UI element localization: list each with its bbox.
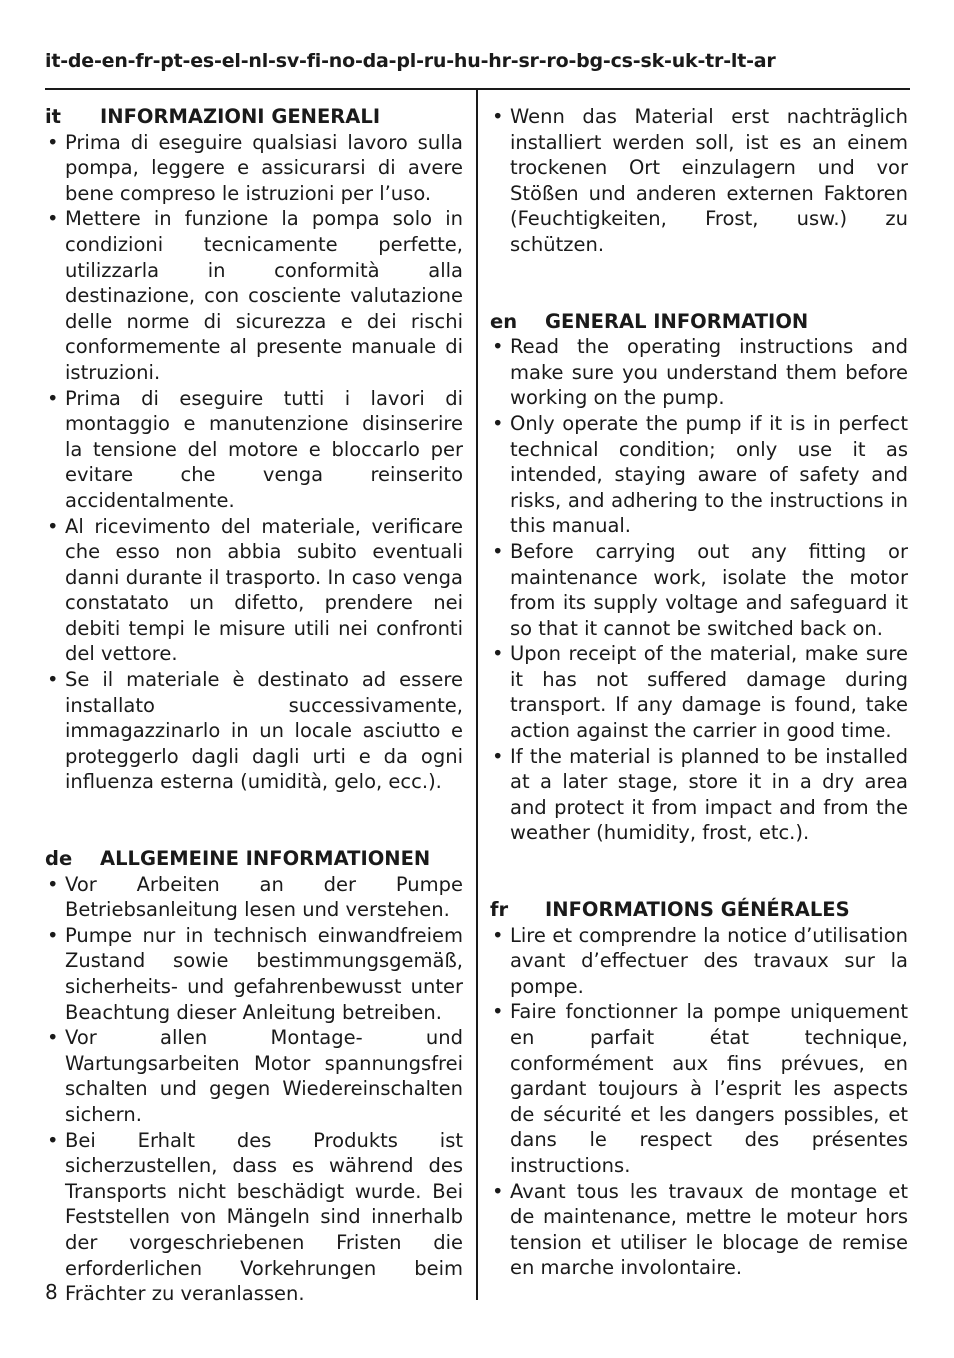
list-item: • Se il materiale è destinato ad essere installato successivamente, immagazzinarlo in un locale asciutto e proteggerlo dagli dagli urti e da ogni influenza esterna (umidità, gelo, ecc.). [47, 668, 463, 794]
bullet-icon: • [492, 1179, 504, 1203]
bullet-icon: • [492, 105, 504, 128]
section-title-en: GENERAL INFORMATION [545, 309, 809, 333]
list-item: • Faire fonctionner la pompe uniquement en parfait état technique, conformément aux fins prévues, en gardant toujours à l’esprit les aspects de sécurité et les dangers possibles, et dans le respect des présentes instructions. [492, 1000, 908, 1177]
list-item: • Al ricevimento del materiale, verificare che esso non abbia subito eventuali danni durante il trasporto. In caso venga constatato un difetto, prendere nei debiti tempi le misure utili nei confronti del vettore. [47, 514, 463, 666]
section-fr [490, 897, 908, 1281]
language-codes-header: it-de-en-fr-pt-es-el-nl-sv-fi-no-da-pl-ru-hu-hr-sr-ro-bg-cs-sk-uk-tr-lt-ar [45, 50, 776, 72]
list-item: • If the material is planned to be installed at a later stage, store it in a dry area and protect it from impact and from the weather (humidity, frost, etc.). [492, 744, 908, 845]
language-code-it: it [45, 105, 62, 128]
bullet-icon: • [492, 335, 504, 359]
language-code-en: en [490, 309, 518, 333]
section-de [45, 846, 463, 1307]
section-title-fr: INFORMATIONS GÉNÉRALES [545, 898, 850, 922]
section-en [490, 309, 908, 846]
bullet-icon: • [47, 872, 59, 896]
bullet-icon: • [492, 923, 504, 947]
right-column [490, 104, 908, 1332]
bullet-list-de-continued [490, 104, 908, 258]
list-item: • Lire et comprendre la notice d’utilisation avant d’effectuer des travaux sur la pompe. [492, 923, 908, 998]
bullet-icon: • [47, 386, 59, 410]
bullet-icon: • [47, 207, 59, 231]
list-item: • Vor Arbeiten an der Pumpe Betriebsanleitung lesen und verstehen. [47, 872, 463, 922]
list-item: • Bei Erhalt des Produkts ist sicherzustellen, dass es während des Transports nicht beschädigt wurde. Bei Feststellen von Mängeln sind innerhalb der vorgeschriebenen Fristen die erforderlichen Vorkehrungen beim Frächter zu veranlassen. [47, 1128, 463, 1306]
bullet-icon: • [47, 1026, 59, 1050]
section-heading-en [490, 309, 908, 335]
list-item: • Mettere in funzione la pompa solo in condizioni tecnicamente perfette, utilizzarla in conformità alla destinazione, con cosciente valutazione delle norme di sicurezza e dei rischi conformemente al presente manuale di istruzioni. [47, 207, 463, 384]
bullet-icon: • [47, 668, 59, 692]
section-it [45, 104, 463, 795]
bullet-icon: • [47, 923, 59, 947]
list-item: • Read the operating instructions and make sure you understand them before working on the pump. [492, 335, 908, 410]
section-heading-fr [490, 897, 908, 923]
section-title-de: ALLGEMEINE INFORMATIONEN [100, 847, 431, 871]
list-item: • Avant tous les travaux de montage et de maintenance, mettre le moteur hors tension et utiliser le blocage de remise en marche involontaire. [492, 1179, 908, 1280]
list-item: • Only operate the pump if it is in perfect technical condition; only use it as intended, staying aware of safety and risks, and adhering to the instructions in this manual. [492, 411, 908, 538]
language-code-de: de [45, 847, 73, 871]
section-de-continued [490, 104, 908, 258]
left-column [45, 104, 463, 1358]
column-divider [476, 90, 478, 1300]
bullet-icon: • [492, 411, 504, 435]
section-heading-de [45, 846, 463, 872]
list-item: • Pumpe nur in technisch einwandfreiem Zustand sowie bestimmungsgemäß, sicherheits- und gefahrenbewusst unter Beachtung dieser Anleitung betreiben. [47, 923, 463, 1024]
page-number: 8 [45, 1280, 58, 1304]
language-code-fr: fr [490, 898, 509, 922]
bullet-icon: • [47, 130, 59, 154]
list-item: • Wenn das Material erst nachträglich installiert werden soll, ist es an einem trockenen Ort einzulagern und vor Stößen und anderen externen Faktoren (Feuchtigkeiten, Frost, usw.) zu schützen. [492, 105, 908, 256]
bullet-icon: • [47, 514, 59, 538]
section-heading-it [45, 104, 463, 130]
list-item: • Vor allen Montage- und Wartungsarbeiten Motor spannungsfrei schalten und gegen Wiedereinschalten sichern. [47, 1026, 463, 1126]
list-item: • Prima di eseguire qualsiasi lavoro sulla pompa, leggere e assicurarsi di avere bene compreso le istruzioni per l’uso. [47, 130, 463, 205]
list-item: • Upon receipt of the material, make sure it has not suffered damage during transport. If any damage is found, take action against the carrier in good time. [492, 642, 908, 743]
list-item: • Before carrying out any fitting or maintenance work, isolate the motor from its supply voltage and safeguard it so that it cannot be switched back on. [492, 539, 908, 640]
bullet-icon: • [492, 539, 504, 563]
bullet-list-fr [490, 923, 908, 1281]
bullet-icon: • [492, 744, 504, 768]
bullet-icon: • [492, 642, 504, 666]
bullet-icon: • [47, 1128, 59, 1152]
section-title-it: INFORMAZIONI GENERALI [100, 105, 381, 128]
bullet-list-it [45, 130, 463, 795]
bullet-icon: • [492, 1000, 504, 1024]
bullet-list-de [45, 872, 463, 1307]
list-item: • Prima di eseguire tutti i lavori di montaggio e manutenzione disinserire la tensione del motore e bloccarlo per evitare che venga reinserito accidentalmente. [47, 386, 463, 512]
bullet-list-en [490, 334, 908, 846]
